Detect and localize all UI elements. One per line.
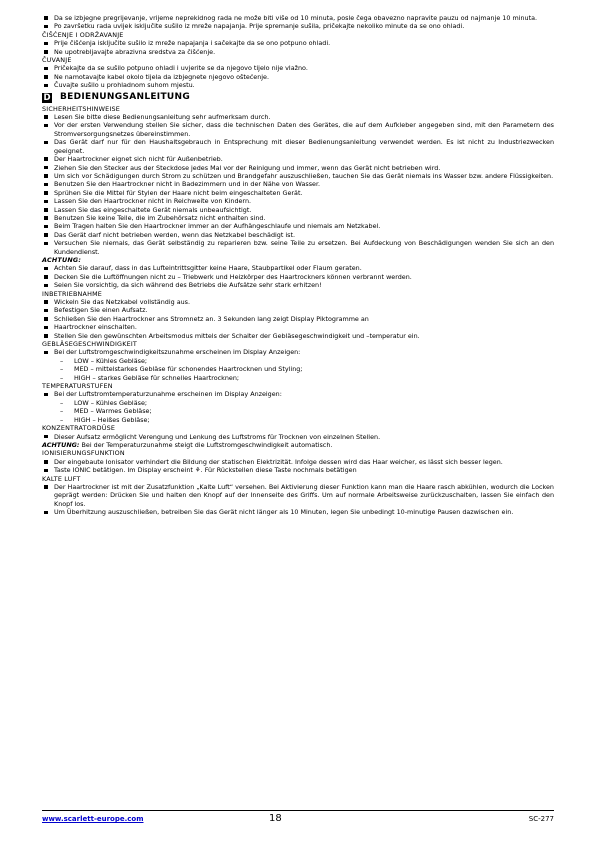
heading-kalte-luft: KALTE LUFT [42, 474, 81, 483]
achtung-label: ACHTUNG: [42, 440, 80, 449]
list-item: Sprühen Sie die Mittel für Stylen der Haare nicht beim eingeschalteten Gerät. [42, 189, 554, 197]
dash-icon: – [60, 415, 64, 424]
list-item: Čuvajte sušilo u prohladnom suhom mjestu. [42, 81, 554, 89]
model-number: SC-277 [528, 815, 554, 823]
dash-item [42, 357, 554, 365]
dash-icon: – [60, 398, 64, 407]
list-item: Schließen Sie den Haartrockner ans Stromnetz an. 3 Sekunden lang zeigt Display Piktogramme an [42, 315, 554, 323]
dash-icon: – [60, 365, 64, 374]
list-item: Po završetku rada uvijek isključite sušilo iz mreže napajanja. Prije spremanje sušila, pričekajte nekoliko minute da se ono ohladi. [42, 22, 554, 30]
footer-divider [42, 810, 554, 811]
heading-ciscenje: ČIŠĆENJE I ODRŽAVANJE [42, 30, 124, 39]
heading-temperatur: TEMPERATURSTUFEN [42, 382, 113, 391]
achtung-note [42, 441, 554, 449]
list-item: Achten Sie darauf, dass in das Lufteintrittsgitter keine Haare, Staubpartikel oder Flaum geraten. [42, 264, 554, 272]
heading-achtung: ACHTUNG: [42, 255, 82, 264]
footer [42, 813, 554, 827]
dash-item [42, 399, 554, 407]
list-item: Haartrockner einschalten. [42, 323, 554, 331]
list-item: Vor der ersten Verwendung stellen Sie sicher, dass die technischen Daten des Gerätes, die auf dem Aufkleber angegeben sind, mit den Parametern des Stromversorgungsnetzes übereinstimmen. [42, 121, 554, 138]
dash-icon: – [60, 356, 64, 365]
list-item: Benutzen Sie den Haartrockner nicht in Badezimmern und in der Nähe von Wasser. [42, 180, 554, 188]
dash-item [42, 374, 554, 382]
list-item: Dieser Aufsatz ermöglicht Verengung und Lenkung des Luftstroms für Trocknen von einzelnen Stellen. [42, 433, 554, 441]
list-item: Das Gerät darf nicht betrieben werden, wenn das Netzkabel beschädigt ist. [42, 231, 554, 239]
list-item: Bei der Luftstromgeschwindigkeitszunahme erscheinen im Display Anzeigen: [42, 348, 554, 356]
page-number: 18 [269, 813, 282, 824]
heading-inbetrieb: INBETRIEBNAHME [42, 289, 103, 298]
list-item: Bei der Luftstromtemperaturzunahme erscheinen im Display Anzeigen: [42, 390, 554, 398]
list-item: Das Gerät darf nur für den Haushaltsgebrauch in Entsprechung mit dieser Bedienungsanleitung verwendet werden. Es ist nicht zu Industriezwecken geeignet. [42, 138, 554, 155]
list-item: Ziehen Sie den Stecker aus der Steckdose jedes Mal vor der Reinigung und immer, wenn das Gerät nicht betrieben wird. [42, 164, 554, 172]
list-item: Um Überhitzung auszuschließen, betreiben Sie das Gerät nicht länger als 10 Minuten, legen Sie unbedingt 10-minutige Pausen dazwischen ein. [42, 508, 554, 516]
dash-text: MED – Warmes Gebläse; [74, 407, 152, 416]
list-item: Seien Sie vorsichtig, da sich während des Betriebs die Aufsätze sehr stark erhitzen! [42, 281, 554, 289]
heading-konzentrator: KONZENTRATORDÜSE [42, 424, 116, 433]
dash-text: LOW – Kühles Gebläse; [74, 398, 148, 407]
dash-icon: – [60, 373, 64, 382]
heading-sicherheit: SICHERHEITSHINWEISE [42, 104, 120, 113]
list-item: Ne namotavajte kabel okolo tijela da izbjegnete njegovo oštećenje. [42, 73, 554, 81]
list-item: Lesen Sie bitte diese Bedienungsanleitung sehr aufmerksam durch. [42, 113, 554, 121]
list-item: Benutzen Sie keine Teile, die im Zubehörsatz nicht enthalten sind. [42, 214, 554, 222]
section-title: BEDIENUNGSANLEITUNG [60, 92, 191, 103]
list-item: Decken Sie die Luftöffnungen nicht zu – Triebwerk und Heizkörper des Haartrockners können verbrannt werden. [42, 273, 554, 281]
website-link[interactable]: www.scarlett-europe.com [42, 815, 144, 823]
dash-text: HIGH – Heißes Gebläse; [74, 415, 150, 424]
list-item: Wickeln Sie das Netzkabel vollständig aus. [42, 298, 554, 306]
dash-text: HIGH – starkes Gebläse für schnelles Haartrocknen; [74, 373, 240, 382]
dash-item [42, 407, 554, 415]
list-item: Der eingebaute Ionisator verhindert die Bildung der statischen Elektrizität. Infolge dessen wird das Haar weicher, es lässt sich besser legen. [42, 458, 554, 466]
dash-item [42, 365, 554, 373]
dash-text: MED – mittelstarkes Gebläse für schonendes Haartrocknen und Styling; [74, 365, 303, 374]
dash-item [42, 416, 554, 424]
list-item: Stellen Sie den gewünschten Arbeitsmodus mittels der Schalter der Gebläsegeschwindigkeit und –temperatur ein. [42, 332, 554, 340]
language-badge: D [43, 92, 51, 103]
list-item: Ne upotrebljavajte abrazivna sredstva za čišćenje. [42, 48, 554, 56]
heading-ionisierung: IONISIERUNGSFUNKTION [42, 449, 125, 458]
document-body [42, 14, 554, 517]
list-item: Um sich vor Schädigungen durch Strom zu schützen und Brandgefahr auszuschließen, tauchen Sie das Gerät niemals ins Wasser bzw. andere Flüssigkeiten. [42, 172, 554, 180]
list-item: Da se izbjegne pregrijevanje, vrijeme neprekidnog rada ne može biti više od 10 minuta, posle čega obavezno napravite pauzu od najmanje 10 minuta. [42, 14, 554, 22]
achtung-text: Bei der Temperaturzunahme steigt die Luftstromgeschwindigkeit automatisch. [79, 440, 333, 449]
dash-icon: – [60, 407, 64, 416]
list-item: Befestigen Sie einen Aufsatz. [42, 306, 554, 314]
list-item: Prije čišćenja isključite sušilo iz mreže napajanja i sačekajte da se ono potpuno ohladi. [42, 39, 554, 47]
list-item: Pričekajte da se sušilo potpuno ohladi i uvjerite se da njegovo tijelo nije vlažno. [42, 64, 554, 72]
list-item: Lassen Sie das eingeschaltete Gerät niemals unbeaufsichtigt. [42, 206, 554, 214]
heading-cuvanje: ČUVANJE [42, 56, 72, 65]
dash-text: LOW – Kühles Gebläse; [74, 356, 148, 365]
list-item: Lassen Sie den Haartrockner nicht in Reichweite von Kindern. [42, 197, 554, 205]
list-item: Der Haartrockner ist mit der Zusatzfunktion „Kalte Luft“ versehen. Bei Aktivierung dieser Funktion kann man die Haare rasch abkühlen, wodurch die Locken geprägt werden: Drücken Sie und halten den Knopf auf der Innenseite des Griffs. Um auf normale Arbeitsweise zurückzuschalten, lassen Sie einfach den Knopf los. [42, 483, 554, 508]
heading-geblaese: GEBLÄSEGESCHWINDIGKEIT [42, 340, 138, 349]
list-item: Der Haartrockner eignet sich nicht für Außenbetrieb. [42, 155, 554, 163]
section-header [42, 93, 554, 103]
list-item: Versuchen Sie niemals, das Gerät selbständig zu reparieren bzw. seine Teile zu ersetzen. Bei Aufdeckung von Beschädigungen wenden Sie sich an den Kundendienst. [42, 239, 554, 256]
list-item: Beim Tragen halten Sie den Haartrockner immer an der Aufhängeschlaufe und niemals am Netzkabel. [42, 222, 554, 230]
list-item: Taste IONIC betätigen. Im Display erscheint ⚘. Für Rückstellen diese Taste nochmals betätigen [42, 466, 554, 474]
